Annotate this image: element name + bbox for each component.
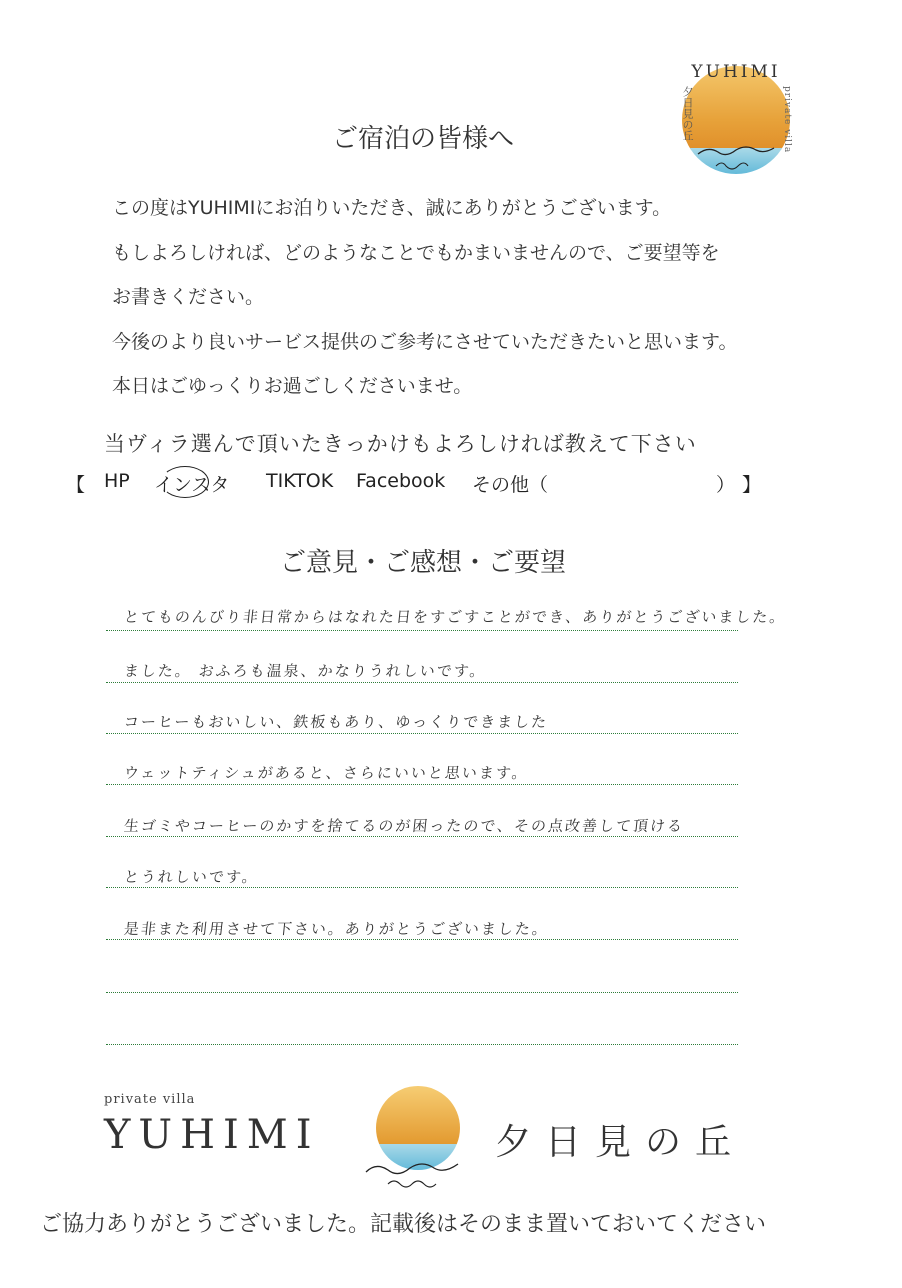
ruled-line — [106, 992, 738, 993]
thanks-note: ご協力ありがとうございました。記載後はそのまま置いておいてください — [40, 1212, 767, 1237]
option-other[interactable]: その他（ — [472, 474, 549, 496]
comment-line: 生ゴミやコーヒーのかすを捨てるのが困ったので、その点改善して頂ける — [123, 817, 686, 835]
footer-logo — [100, 1080, 800, 1190]
comment-line: コーヒーもおいしい、鉄板もあり、ゆっくりできました — [123, 713, 550, 731]
intro-line: もしよろしければ、どのようなことでもかまいませんので、ご要望等を — [112, 241, 720, 264]
ruled-line — [106, 836, 738, 837]
intro-line: 本日はごゆっくりお過ごしくださいませ。 — [112, 375, 473, 397]
option-instagram[interactable]: インスタ — [154, 474, 230, 496]
comment-line: とうれしいです。 — [123, 868, 260, 886]
footer-small-text: private villa — [104, 1092, 196, 1107]
intro-line: 今後のより良いサービス提供のご参考にさせていただきたいと思います。 — [112, 330, 738, 353]
intro-line: この度はYUHIMIにお泊りいただき、誠にありがとうございます。 — [112, 197, 672, 219]
ruled-line — [106, 939, 738, 940]
top-logo — [676, 50, 794, 180]
comment-line: 是非また利用させて下さい。ありがとうございました。 — [123, 920, 550, 938]
logo-vertical-name: 夕日見の丘 — [681, 86, 694, 141]
page-title: ご宿泊の皆様へ — [331, 124, 514, 154]
ruled-line — [106, 630, 738, 631]
intro-text — [112, 193, 812, 416]
bracket-close: 】 — [742, 474, 762, 496]
intro-line: お書きください。 — [112, 286, 265, 308]
footer-brand: YUHIMI — [104, 1112, 320, 1158]
referral-options — [66, 470, 766, 502]
option-tiktok[interactable]: TIKTOK — [266, 470, 334, 492]
section-title: ご意見・ご感想・ご要望 — [279, 548, 566, 578]
footer-japanese-name: 夕日見の丘 — [495, 1122, 746, 1163]
option-facebook[interactable]: Facebook — [356, 470, 446, 492]
ruled-line — [106, 682, 738, 683]
comment-line: ました。 おふろも温泉、かなりうれしいです。 — [123, 662, 488, 680]
sunset-footer-icon — [362, 1080, 472, 1190]
comment-line: ウェットティシュがあると、さらにいいと思います。 — [123, 764, 530, 782]
other-close-paren: ） — [716, 474, 736, 496]
ruled-line — [106, 887, 738, 888]
ruled-line — [106, 784, 738, 785]
logo-brand: YUHIMI — [691, 62, 781, 82]
option-hp[interactable]: HP — [104, 470, 130, 492]
ruled-line — [106, 733, 738, 734]
logo-vertical-sub: private villa — [782, 86, 792, 154]
ruled-line — [106, 1044, 738, 1045]
bracket-open: 【 — [66, 474, 86, 496]
comment-line: とてものんびり非日常からはなれた日をすごすことができ、ありがとうございました。 — [123, 608, 788, 626]
referral-question: 当ヴィラ選んで頂いたきっかけもよろしければ教えて下さい — [104, 432, 697, 456]
